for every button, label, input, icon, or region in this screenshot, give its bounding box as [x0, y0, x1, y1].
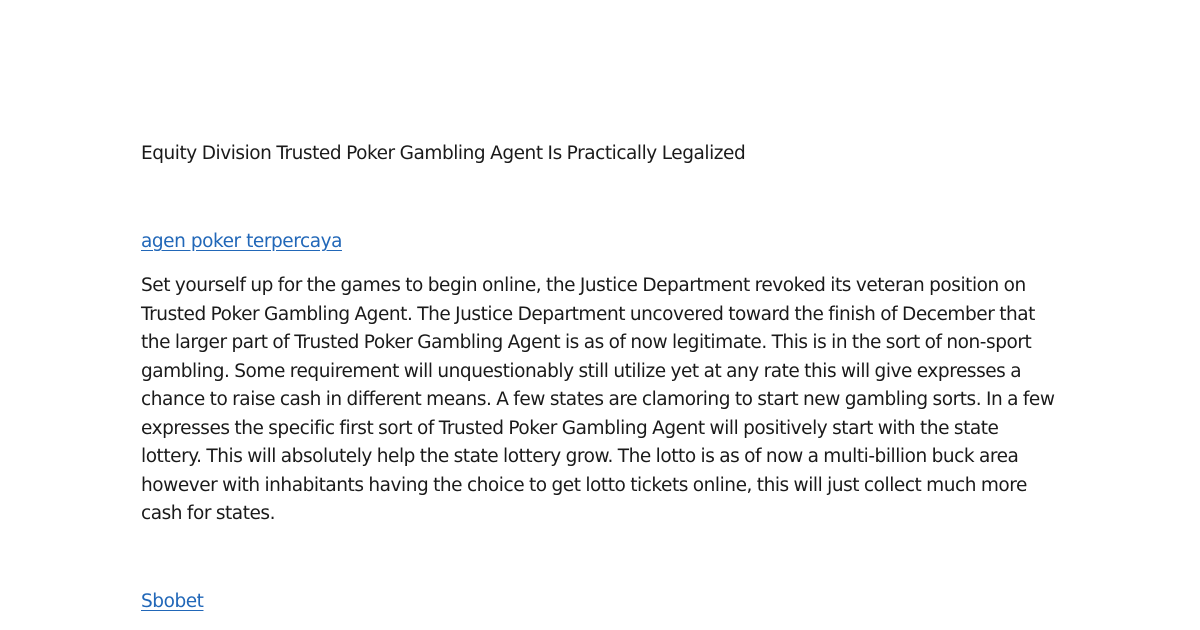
paragraph-line: lottery. This will absolutely help the state lottery grow. The lotto is as of now a multi-billion buck area — [141, 446, 1019, 467]
body-paragraph — [141, 272, 1053, 529]
sbobet-link[interactable]: Sbobet — [141, 591, 204, 612]
paragraph-line: cash for states. — [141, 503, 276, 524]
document-title: Equity Division Trusted Poker Gambling Agent Is Practically Legalized — [141, 143, 746, 164]
paragraph-line: chance to raise cash in different means. A few states are clamoring to start new gambling sorts. In a few — [141, 389, 1055, 410]
paragraph-line: however with inhabitants having the choice to get lotto tickets online, this will just collect much more — [141, 474, 1027, 496]
paragraph-line: expresses the specific first sort of Trusted Poker Gambling Agent will positively start with the state — [141, 417, 999, 439]
paragraph-line: the larger part of Trusted Poker Gambling Agent is as of now legitimate. This is in the sort of non-sport — [141, 332, 1032, 353]
paragraph-line: gambling. Some requirement will unquestionably still utilize yet at any rate this will give expresses a — [141, 360, 1022, 382]
agen-poker-link[interactable]: agen poker terpercaya — [141, 231, 342, 252]
paragraph-line: Trusted Poker Gambling Agent. The Justice Department uncovered toward the finish of December that — [141, 303, 1035, 325]
paragraph-line: Set yourself up for the games to begin online, the Justice Department revoked its veteran position on — [141, 275, 1026, 296]
